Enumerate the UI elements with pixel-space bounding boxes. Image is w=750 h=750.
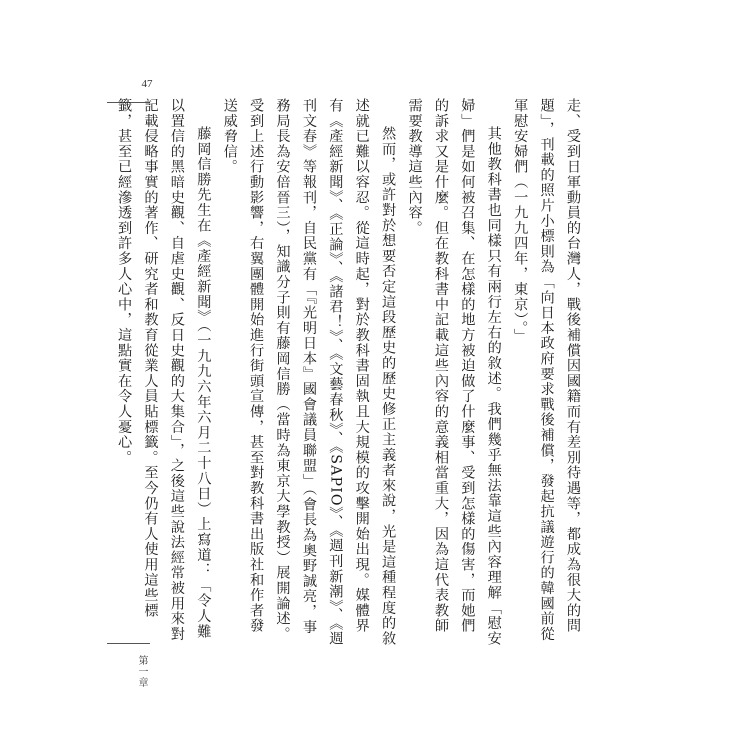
footer-rule	[107, 643, 150, 644]
paragraph: 其他教科書也同樣只有兩行左右的敘述。我們幾乎無法靠這些內容理解「慰安婦」們是如何被召集、在怎樣的地方被迫做了什麼事、受到怎樣的傷害，而她們的訴求又是什麼。但在教科書中記載這些內容的意義相當重大，因為這代表教師需要教導這些內容。	[406, 98, 502, 647]
paragraph: 然而，或許對於想要否定這段歷史的歷史修正主義者來說，光是這種程度的敘述就已難以容忍。從這時起，對於教科書固執且大規模的攻擊開始出現。媒體界有《產經新聞》、《正論》、《諸君！》、《文藝春秋》、《SAPIO》、《週刊新潮》、《週刊文春》等報刊，自民黨有「『光明日本』國會議員聯盟」（會長為奧野誠亮，事務局長為安倍晉三），知識分子則有藤岡信勝（當時為東京大學教授）展開論述。受到上述行動影響，右翼團體開始進行街頭宣傳，甚至對教科書出版社和作者發送威脅信。	[221, 98, 397, 647]
vertical-body-text	[116, 98, 586, 648]
chapter-label: 第一章	[136, 655, 147, 688]
paragraph: 藤岡信勝先生在《產經新聞》（一九九六年六月二十八日）上寫道：「令人難以置信的黑暗史觀、自虐史觀、反日史觀的大集合」，之後這些說法經常被用來對記載侵略事實的著作、研究者和教育從業人員貼標籤。至今仍有人使用這些標籤，甚至已經滲透到許多人心中，這點實在令人憂心。	[116, 98, 212, 642]
paragraph-continuation: 走、受到日軍動員的台灣人，戰後補償因國籍而有差別待遇等，都成為很大的問題」，刊載的照片小標則為「向日本政府要求戰後補償，發起抗議遊行的韓國前從軍慰安婦們（一九九四年，東京）。」	[512, 98, 581, 642]
page-number: 47	[141, 78, 153, 90]
